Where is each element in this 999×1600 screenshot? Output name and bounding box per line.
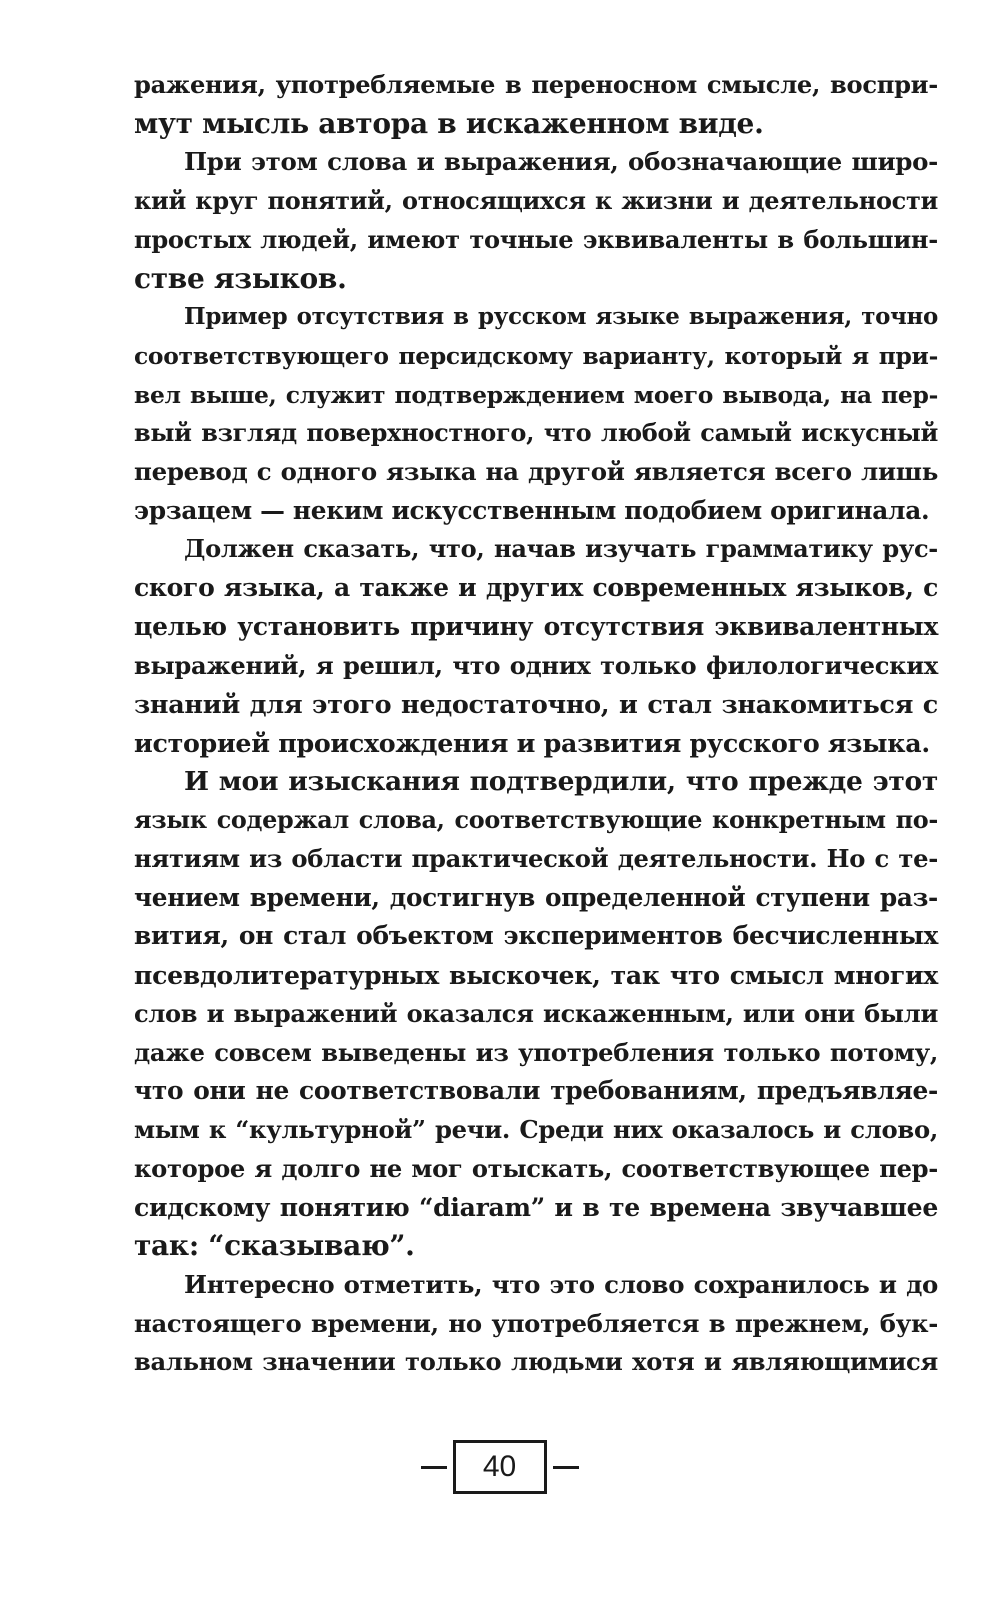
- text-line: знаний для этого недостаточно, и стал знакомиться с: [134, 689, 938, 720]
- text-line: кий круг понятий, относящихся к жизни и деятельности: [134, 186, 938, 216]
- text-line: сидскому понятию “diaram” и в те времена звучавшее: [134, 1192, 938, 1223]
- page-number: 40: [453, 1440, 547, 1494]
- text-line: настоящего времени, но употребляется в прежнем, бук-: [134, 1308, 938, 1338]
- text-line: так: “сказываю”.: [134, 1229, 415, 1263]
- text-line: историей происхождения и развития русского языка.: [134, 727, 930, 758]
- text-line: соответствующего персидскому варианту, который я при-: [134, 341, 938, 370]
- paragraph: [134, 763, 938, 1266]
- paragraph: [134, 143, 938, 298]
- text-line: вел выше, служит подтверждением моего вывода, на пер-: [134, 380, 938, 409]
- text-line: ского языка, а также и других современных языков, с: [134, 573, 938, 603]
- text-line: Должен сказать, что, начав изучать грамматику рус-: [184, 534, 938, 564]
- text-line: Интересно отметить, что это слово сохранилось и до: [184, 1269, 938, 1299]
- text-line: выражений, я решил, что одних только филологических: [134, 650, 938, 680]
- text-line: простых людей, имеют точные эквиваленты в большин-: [134, 224, 938, 254]
- text-line: целью установить причину отсутствия эквивалентных: [134, 611, 938, 641]
- text-line: вый взгляд поверхностного, что любой самый искусный: [134, 418, 938, 448]
- paragraph: [134, 66, 938, 143]
- text-line: язык содержал слова, соответствующие конкретным по-: [134, 806, 938, 835]
- left-dash: [421, 1466, 447, 1469]
- text-line: даже совсем выведены из употребления только потому,: [134, 1037, 938, 1067]
- paragraph: [134, 1266, 938, 1382]
- text-line: чением времени, достигнув определенной ступени раз-: [134, 882, 938, 912]
- text-line: И мои изыскания подтвердили, что прежде этот: [184, 765, 938, 797]
- text-line: мым к “культурной” речи. Среди них оказалось и слово,: [134, 1114, 938, 1144]
- text-line: мут мысль автора в искаженном виде.: [134, 106, 764, 140]
- page-footer: [0, 1432, 999, 1502]
- body-text: [134, 66, 938, 1382]
- right-dash: [553, 1466, 579, 1469]
- text-line: псевдолитературных выскочек, так что смысл многих: [134, 960, 938, 991]
- text-line: перевод с одного языка на другой является всего лишь: [134, 457, 938, 487]
- text-line: эрзацем — неким искусственным подобием оригинала.: [134, 495, 930, 525]
- text-line: что они не соответствовали требованиям, предъявляе-: [134, 1076, 938, 1106]
- text-line: Пример отсутствия в русском языке выражения, точно: [184, 303, 938, 331]
- text-line: вальном значении только людьми хотя и являющимися: [134, 1347, 938, 1377]
- text-line: При этом слова и выражения, обозначающие широ-: [184, 147, 938, 177]
- text-line: ражения, употребляемые в переносном смысле, воспри-: [134, 70, 938, 99]
- text-line: которое я долго не мог отыскать, соответствующее пер-: [134, 1153, 938, 1183]
- paragraph: [134, 298, 938, 530]
- text-line: нятиям из области практической деятельности. Но с те-: [134, 844, 938, 874]
- text-line: слов и выражений оказался искаженным, или они были: [134, 998, 938, 1028]
- text-line: стве языков.: [134, 261, 347, 295]
- paragraph: [134, 530, 938, 762]
- text-line: вития, он стал объектом экспериментов бесчисленных: [134, 921, 938, 951]
